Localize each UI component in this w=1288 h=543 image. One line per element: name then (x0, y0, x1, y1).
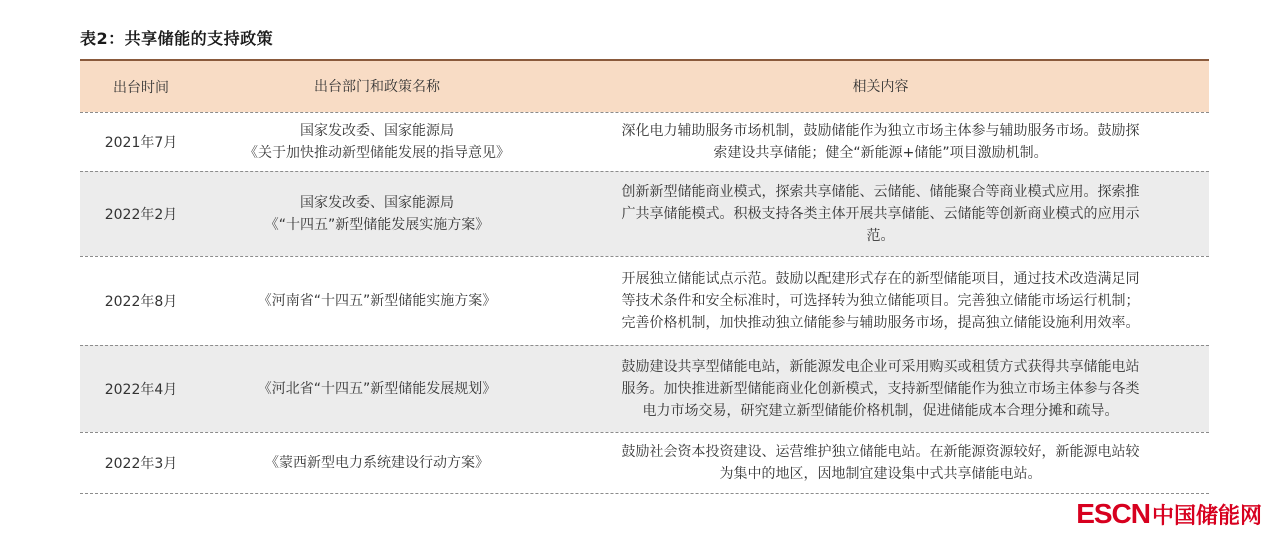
header-policy: 出台部门和政策名称 (314, 78, 440, 95)
row-content (552, 441, 1209, 485)
table-row (80, 345, 1209, 432)
row-content (552, 356, 1209, 422)
content-line: 开展独立储能试点示范。鼓励以配建形式存在的新型储能项目，通过技术改造满足同 (621, 271, 1140, 287)
content-line: 等技术条件和安全标准时，可选择转为独立储能项目。完善独立储能市场运行机制； (621, 293, 1140, 309)
table-row (80, 256, 1209, 345)
policy-line: 国家发改委、国家能源局 (300, 195, 454, 211)
table-row (80, 171, 1209, 256)
row-content (552, 181, 1209, 247)
content-line: 广共享储能模式。积极支持各类主体开展共享储能、云储能等创新商业模式的应用示 (621, 206, 1140, 222)
content-line: 鼓励社会资本投资建设、运营维护独立储能电站。在新能源资源较好，新能源电站较 (621, 444, 1140, 460)
escn-logo (1076, 498, 1262, 530)
policy-line: 《关于加快推动新型储能发展的指导意见》 (244, 145, 510, 161)
policy-table (80, 59, 1209, 494)
row-policy (202, 452, 552, 474)
row-date: 2022年3月 (104, 456, 178, 472)
header-content: 相关内容 (852, 78, 909, 95)
content-line: 深化电力辅助服务市场机制，鼓励储能作为独立市场主体参与辅助服务市场。鼓励探 (621, 123, 1140, 139)
content-line: 鼓励建设共享型储能电站，新能源发电企业可采用购买或租赁方式获得共享储能电站 (621, 359, 1140, 375)
row-date: 2021年7月 (104, 135, 178, 151)
table-title: 表2：共享储能的支持政策 (80, 29, 274, 48)
policy-line: 《蒙西新型电力系统建设行动方案》 (265, 455, 489, 471)
content-line: 索建设共享储能；健全“新能源+储能”项目激励机制。 (713, 145, 1048, 161)
row-policy (202, 120, 552, 164)
content-line: 电力市场交易，研究建立新型储能价格机制，促进储能成本合理分摊和疏导。 (642, 403, 1119, 419)
row-content (552, 268, 1209, 334)
row-date: 2022年4月 (104, 382, 178, 398)
logo-en: ESCN (1076, 498, 1150, 529)
table-row (80, 432, 1209, 494)
row-date: 2022年8月 (104, 294, 178, 310)
policy-line: 《“十四五”新型储能发展实施方案》 (264, 217, 490, 233)
row-date: 2022年2月 (104, 207, 178, 223)
row-policy (202, 290, 552, 312)
policy-line: 《河南省“十四五”新型储能实施方案》 (257, 293, 497, 309)
row-policy (202, 192, 552, 236)
policy-line: 《河北省“十四五”新型储能发展规划》 (257, 381, 497, 397)
row-policy (202, 378, 552, 400)
policy-line: 国家发改委、国家能源局 (300, 123, 454, 139)
content-line: 范。 (866, 228, 895, 244)
content-line: 完善价格机制，加快推动独立储能参与辅助服务市场，提高独立储能设施利用效率。 (621, 315, 1140, 331)
table-row (80, 112, 1209, 171)
header-date: 出台时间 (113, 79, 169, 96)
content-line: 创新新型储能商业模式，探索共享储能、云储能、储能聚合等商业模式应用。探索推 (621, 184, 1140, 200)
table-header (80, 59, 1209, 112)
content-line: 为集中的地区，因地制宜建设集中式共享储能电站。 (719, 466, 1042, 482)
content-line: 服务。加快推进新型储能商业化创新模式，支持新型储能作为独立市场主体参与各类 (621, 381, 1140, 397)
row-content (552, 120, 1209, 164)
logo-cn: 中国储能网 (1151, 504, 1262, 529)
